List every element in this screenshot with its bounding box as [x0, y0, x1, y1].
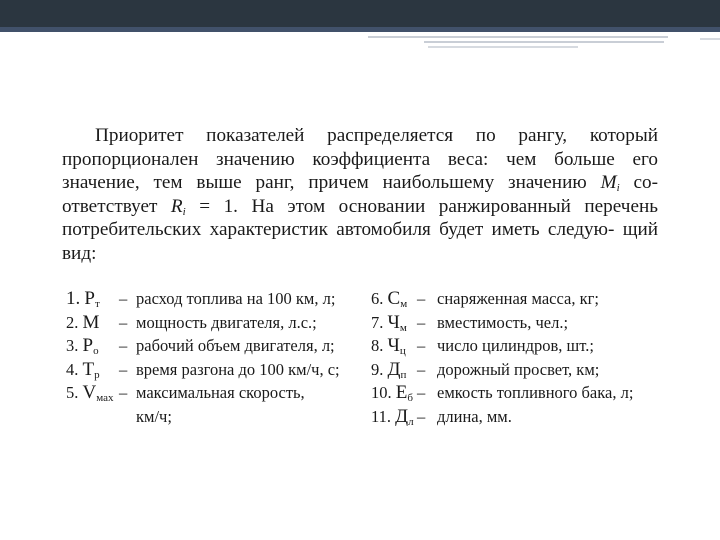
- list-item: 7. $Ч_м$ – вместимость, чел.;: [371, 311, 569, 334]
- intro-paragraph: [62, 124, 658, 265]
- paragraph-line: ответствует: [62, 195, 171, 217]
- symbol-r: $R_i$: [170, 195, 186, 218]
- characteristics-list-right: [371, 287, 671, 428]
- paragraph-line: щий вид:: [62, 219, 659, 264]
- list-item: 11. $Д_л$ – длина, мм.: [371, 405, 512, 428]
- list-item: 9. $Д_п$ – дорожный просвет, км;: [371, 358, 600, 381]
- list-item: км/ч;: [136, 406, 172, 426]
- slide-header-bar: [0, 0, 720, 27]
- paragraph-line: = 1. На этом основании ранжированный перечень: [185, 195, 658, 217]
- decorative-stripe: [368, 36, 668, 38]
- list-item: 1. $Р_т$ – расход топлива на 100 км, л;: [66, 288, 336, 310]
- list-item: 2. М – мощность двигателя, л.с.;: [66, 311, 317, 333]
- list-item: 4. $Т_р$ – время разгона до 100 км/ч, с;: [66, 358, 340, 381]
- paragraph-line: со-: [619, 172, 659, 193]
- paragraph-line: пропорционален значению коэффициента веса: чем больше его: [62, 148, 658, 170]
- list-item: 6. $С_м$ – снаряженная масса, кг;: [371, 288, 599, 310]
- header-accent-line: [0, 27, 720, 32]
- paragraph-line: потребительских характеристик автомобиля будет иметь следую-: [62, 219, 615, 240]
- list-item: 3. $Р_о$ – рабочий объем двигателя, л;: [66, 335, 335, 357]
- list-item: 5. $V_{мах}$ – максимальная скорость,: [66, 382, 305, 404]
- symbol-m: $M_i$: [600, 172, 620, 194]
- characteristics-list-left: [66, 287, 366, 428]
- paragraph-line: значение, тем выше ранг, причем наибольшему значению: [62, 172, 601, 193]
- list-item: 8. $Ч_ц$ – число цилиндров, шт.;: [371, 335, 594, 357]
- decorative-stripe: [424, 41, 664, 43]
- decorative-stripe: [700, 38, 720, 40]
- paragraph-line: Приоритет показателей распределяется по рангу, который: [95, 125, 658, 146]
- decorative-stripe: [428, 46, 578, 48]
- list-item: 10. $Е_б$ – емкость топливного бака, л;: [371, 382, 634, 404]
